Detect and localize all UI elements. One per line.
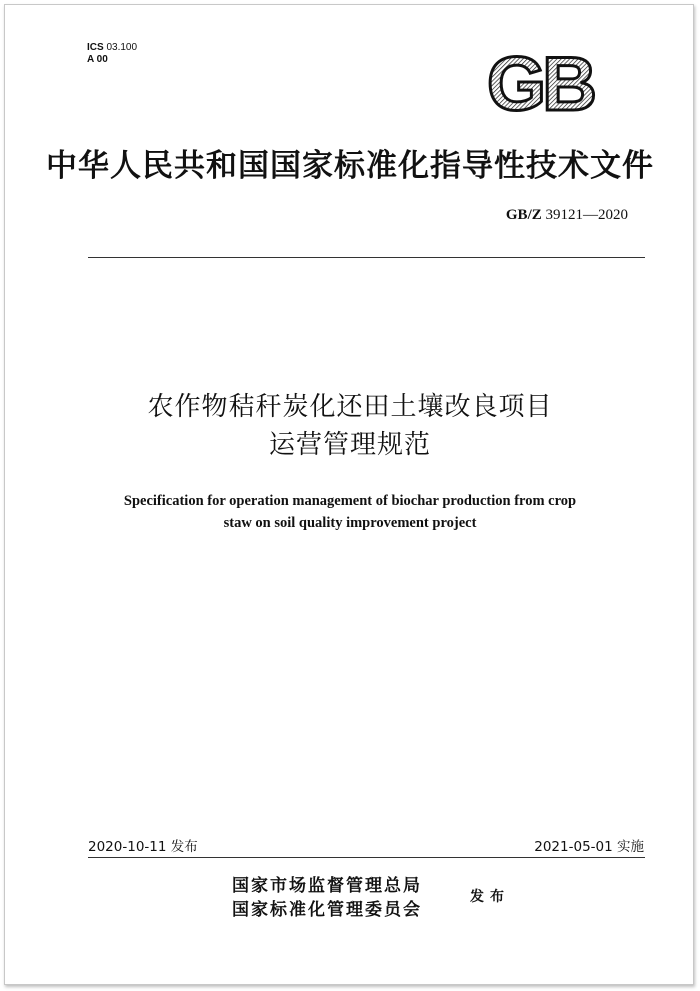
issuer-sac: 国家标准化管理委员会 — [232, 900, 422, 920]
standard-number — [506, 207, 628, 224]
gb-logo-text: GB — [487, 50, 593, 120]
issuing-authorities — [232, 874, 422, 922]
chinese-title-line-1: 农作物秸秆炭化还田土壤改良项目 — [147, 392, 553, 422]
chinese-title — [0, 388, 700, 464]
publish-label: 发布 — [470, 889, 510, 905]
implementation-date: 2021-05-01 实施 — [534, 839, 644, 855]
standard-code: 39121—2020 — [545, 207, 628, 223]
ics-value: 03.100 — [106, 42, 138, 53]
english-title-line-1: Specification for operation management of biochar production from crop — [123, 493, 577, 509]
footer-divider — [88, 857, 645, 858]
gb-logo — [472, 50, 608, 120]
issue-date: 2020-10-11 发布 — [88, 839, 198, 855]
chinese-title-line-2: 运营管理规范 — [268, 430, 431, 460]
ccs-code: A 00 — [87, 54, 108, 65]
english-title — [0, 490, 700, 534]
ics-code — [87, 42, 137, 54]
english-title-line-2: staw on soil quality improvement project — [223, 515, 477, 531]
classification-codes — [87, 42, 137, 66]
header-divider — [88, 257, 645, 258]
standard-prefix: GB/Z — [505, 207, 542, 223]
ics-label: ICS — [87, 42, 104, 53]
issuer-samr: 国家市场监督管理总局 — [232, 876, 422, 896]
document-type: 中华人民共和国国家标准化指导性技术文件 — [46, 148, 654, 184]
